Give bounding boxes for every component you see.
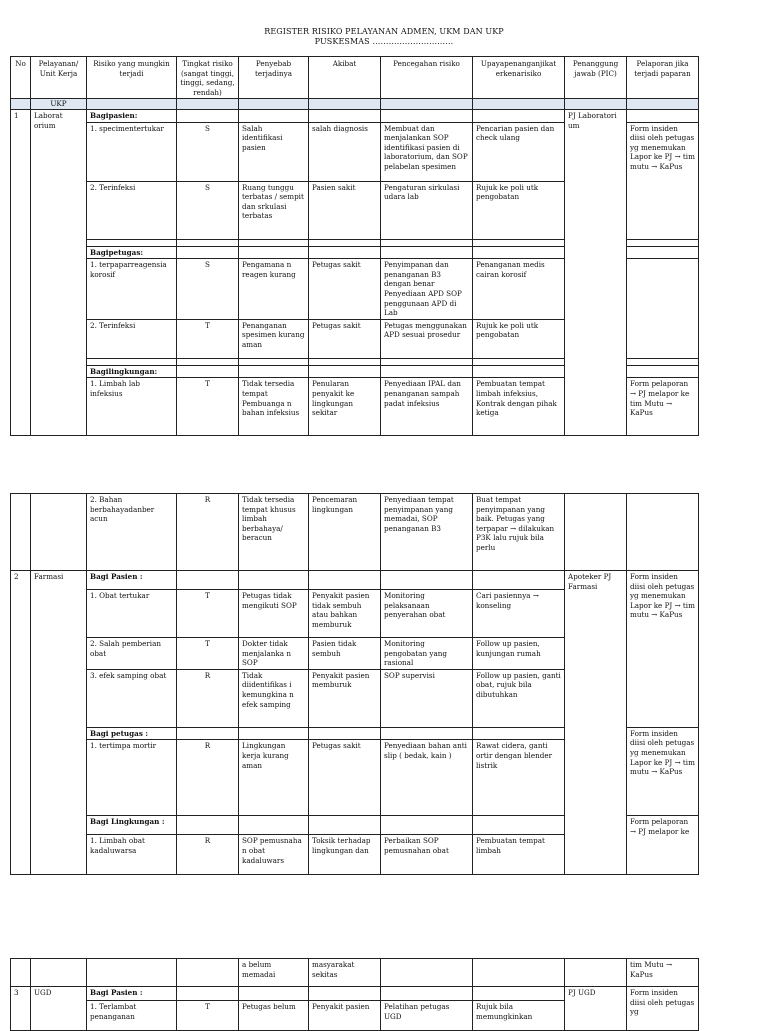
cell-risiko: 1. Obat tertukar [87, 590, 177, 638]
pic-name: PJ UGD [565, 987, 627, 1031]
cell-penyebab: Ruang tunggu terbatas / sempit dan srkulasi terbatas [239, 181, 309, 239]
cell-akibat: Penyakit pasien [309, 1001, 381, 1031]
cell-penyebab: SOP pemusnaha n obat kadaluwars [239, 835, 309, 875]
col-header-pic: Penanggung jawab (PIC) [565, 57, 627, 99]
cell-akibat: Pencemaran lingkungan [309, 494, 381, 571]
cell-tingkat: R [177, 494, 239, 571]
document-subtitle: PUSKESMAS ………………………… [314, 37, 454, 46]
cell-pelaporan: Form insiden diisi oleh petugas yg menemukan Lapor ke PJ → tim mutu → KaPus [627, 571, 699, 728]
cell-upaya: Rujuk ke poli utk pengobatan [473, 181, 565, 239]
section-label: Bagipasien: [87, 109, 177, 122]
cell-risiko: 1. tertimpa mortir [87, 740, 177, 816]
cell-akibat: Petugas sakit [309, 319, 381, 358]
cell-akibat: masyarakat sekitas [309, 959, 381, 987]
cell-pencegahan: Monitoring pengobatan yang rasional [381, 638, 473, 670]
cell-penyebab: Petugas tidak mengikuti SOP [239, 590, 309, 638]
cell-tingkat: T [177, 638, 239, 670]
section-label: Bagi Lingkungan : [87, 816, 177, 835]
cell-upaya: Pembuatan tempat limbah infeksius, Kontrak dengan pihak ketiga [473, 378, 565, 436]
cell-akibat: Pasien sakit [309, 181, 381, 239]
cell-tingkat: R [177, 740, 239, 816]
cell-risiko: 1. Limbah obat kadaluwarsa [87, 835, 177, 875]
cell-penyebab: Tidak diidentifikas i kemungkina n efek samping [239, 669, 309, 727]
cell-upaya: Rujuk ke poli utk pengobatan [473, 319, 565, 358]
cell-upaya: Rawat cidera, ganti ortir dengan blender listrik [473, 740, 565, 816]
pic-name: Apoteker PJ Farmasi [565, 571, 627, 875]
section-label: Bagi petugas : [87, 727, 177, 740]
cell-pencegahan: Monitoring pelaksanaan penyerahan obat [381, 590, 473, 638]
section-label: Bagipetugas: [87, 246, 177, 259]
unit-name: UGD [31, 987, 87, 1031]
cell-penyebab: Petugas belum [239, 1001, 309, 1031]
table-row [11, 494, 699, 571]
cell-pencegahan: Pengaturan sirkulasi udara lab [381, 181, 473, 239]
band-label: UKP [31, 99, 87, 110]
cell-pelaporan: Form pelaporan → PJ melapor ke [627, 816, 699, 875]
cell-pencegahan: Pelatihan petugas UGD [381, 1001, 473, 1031]
cell-upaya: Pembuatan tempat limbah [473, 835, 565, 875]
col-header-upaya: Upayapenanganjikat erkenarisiko [473, 57, 565, 99]
cell-upaya: Buat tempat penyimpanan yang baik. Petugas yang terpapar → dilakukan P3K lalu rujuk bila perlu [473, 494, 565, 571]
header-row [11, 57, 699, 99]
col-header-akibat: Akibat [309, 57, 381, 99]
cell-pencegahan: SOP supervisi [381, 669, 473, 727]
cell-akibat: salah diagnosis [309, 122, 381, 181]
section-label: Bagi Pasien : [87, 987, 177, 1001]
cell-pelaporan: Form pelaporan → PJ melapor ke tim Mutu → KaPus [627, 378, 699, 436]
cell-akibat: Penyakit pasien tidak sembuh atau bahkan memburuk [309, 590, 381, 638]
cell-risiko: 3. efek samping obat [87, 669, 177, 727]
pic-name: PJ Laboratori um [565, 109, 627, 435]
unit-name: Farmasi [31, 571, 87, 875]
cell-risiko: 1. specimentertukar [87, 122, 177, 181]
cell-akibat: Penularan penyakit ke lingkungan sekitar [309, 378, 381, 436]
cell-risiko: 2. Terinfeksi [87, 319, 177, 358]
col-header-penyebab: Penyebab terjadinya [239, 57, 309, 99]
cell-pelaporan: Form insiden diisi oleh petugas yg [627, 987, 699, 1031]
col-header-pelaporan: Pelaporan jika terjadi paparan [627, 57, 699, 99]
cell-pencegahan: Penyediaan tempat penyimpanan yang memadai, SOP penanganan B3 [381, 494, 473, 571]
table-row [11, 109, 699, 122]
cell-tingkat: R [177, 669, 239, 727]
col-header-unit: Pelayanan/ Unit Kerja [31, 57, 87, 99]
cell-pelaporan: tim Mutu → KaPus [627, 959, 699, 987]
cell-risiko: 1. Terlambat penanganan [87, 1001, 177, 1031]
cell-tingkat: R [177, 835, 239, 875]
row-number: 3 [11, 987, 31, 1031]
risk-table-2 [10, 493, 699, 875]
cell-penyebab: Tidak tersedia tempat Pembuanga n bahan infeksius [239, 378, 309, 436]
cell-tingkat: T [177, 1001, 239, 1031]
cell-tingkat: S [177, 181, 239, 239]
cell-tingkat: S [177, 259, 239, 320]
col-header-tingkat: Tingkat risiko (sangat tinggi, tinggi, sedang, rendah) [177, 57, 239, 99]
cell-penyebab: Lingkungan kerja kurang aman [239, 740, 309, 816]
cell-upaya: Rujuk bila memungkinkan [473, 1001, 565, 1031]
table-row [11, 959, 699, 987]
cell-pencegahan: Membuat dan menjalankan SOP identifikasi pasien di laboratorium, dan SOP pelabelan spesimen [381, 122, 473, 181]
cell-upaya: Pencarian pasien dan check ulang [473, 122, 565, 181]
cell-penyebab: a belum memadai [239, 959, 309, 987]
cell-pencegahan: Penyimpanan dan penanganan B3 dengan benar Penyediaan APD SOP penggunaan APD di Lab [381, 259, 473, 320]
cell-pencegahan: Petugas menggunakan APD sesuai prosedur [381, 319, 473, 358]
col-header-pencegahan: Pencegahan risiko [381, 57, 473, 99]
cell-risiko: 2. Bahan berbahayadanber acun [87, 494, 177, 571]
cell-akibat: Penyakit pasien memburuk [309, 669, 381, 727]
cell-tingkat: T [177, 319, 239, 358]
cell-upaya: Follow up pasien, ganti obat, rujuk bila dibutuhkan [473, 669, 565, 727]
cell-risiko: 2. Salah pemberian obat [87, 638, 177, 670]
cell-upaya: Cari pasiennya → konseling [473, 590, 565, 638]
cell-tingkat: S [177, 122, 239, 181]
cell-risiko: 1. terpaparreagensia korosif [87, 259, 177, 320]
cell-pelaporan: Form insiden diisi oleh petugas yg menemukan Lapor ke PJ → tim mutu → KaPus [627, 727, 699, 816]
cell-akibat: Toksik terhadap lingkungan dan [309, 835, 381, 875]
cell-tingkat: T [177, 590, 239, 638]
section-band-ukp [11, 99, 699, 110]
document-title: REGISTER RISIKO PELAYANAN ADMEN, UKM DAN UKP [264, 27, 504, 36]
cell-risiko: 2. Terinfeksi [87, 181, 177, 239]
cell-pencegahan: Penyediaan bahan anti slip ( bedak, kain ) [381, 740, 473, 816]
cell-tingkat: T [177, 378, 239, 436]
cell-upaya: Follow up pasien, kunjungan rumah [473, 638, 565, 670]
section-label: Bagi Pasien : [87, 571, 177, 590]
table-row [11, 571, 699, 590]
cell-pencegahan: Perbaikan SOP pemusnahan obat [381, 835, 473, 875]
cell-penyebab: Penanganan spesimen kurang aman [239, 319, 309, 358]
cell-penyebab: Dokter tidak menjalanka n SOP [239, 638, 309, 670]
risk-table-1 [10, 56, 699, 436]
cell-penyebab: Salah identifikasi pasien [239, 122, 309, 181]
cell-risiko: 1. Limbah lab infeksius [87, 378, 177, 436]
cell-pelaporan: Form insiden diisi oleh petugas yg menemukan Lapor ke PJ → tim mutu → KaPus [627, 122, 699, 239]
cell-pencegahan: Penyediaan IPAL dan penanganan sampah padat infeksius [381, 378, 473, 436]
col-header-risiko: Risiko yang mungkin terjadi [87, 57, 177, 99]
row-number: 1 [11, 109, 31, 435]
cell-penyebab: Pengamana n reagen kurang [239, 259, 309, 320]
section-label: Bagilingkungan: [87, 365, 177, 378]
cell-akibat: Pasien tidak sembuh [309, 638, 381, 670]
row-number: 2 [11, 571, 31, 875]
cell-akibat: Petugas sakit [309, 740, 381, 816]
cell-penyebab: Tidak tersedia tempat khusus limbah berbahaya/ beracun [239, 494, 309, 571]
table-row [11, 987, 699, 1001]
risk-table-3 [10, 958, 699, 1031]
cell-upaya: Penanganan medis cairan korosif [473, 259, 565, 320]
col-header-no: No [11, 57, 31, 99]
unit-name: Laborat orium [31, 109, 87, 435]
cell-akibat: Petugas sakit [309, 259, 381, 320]
